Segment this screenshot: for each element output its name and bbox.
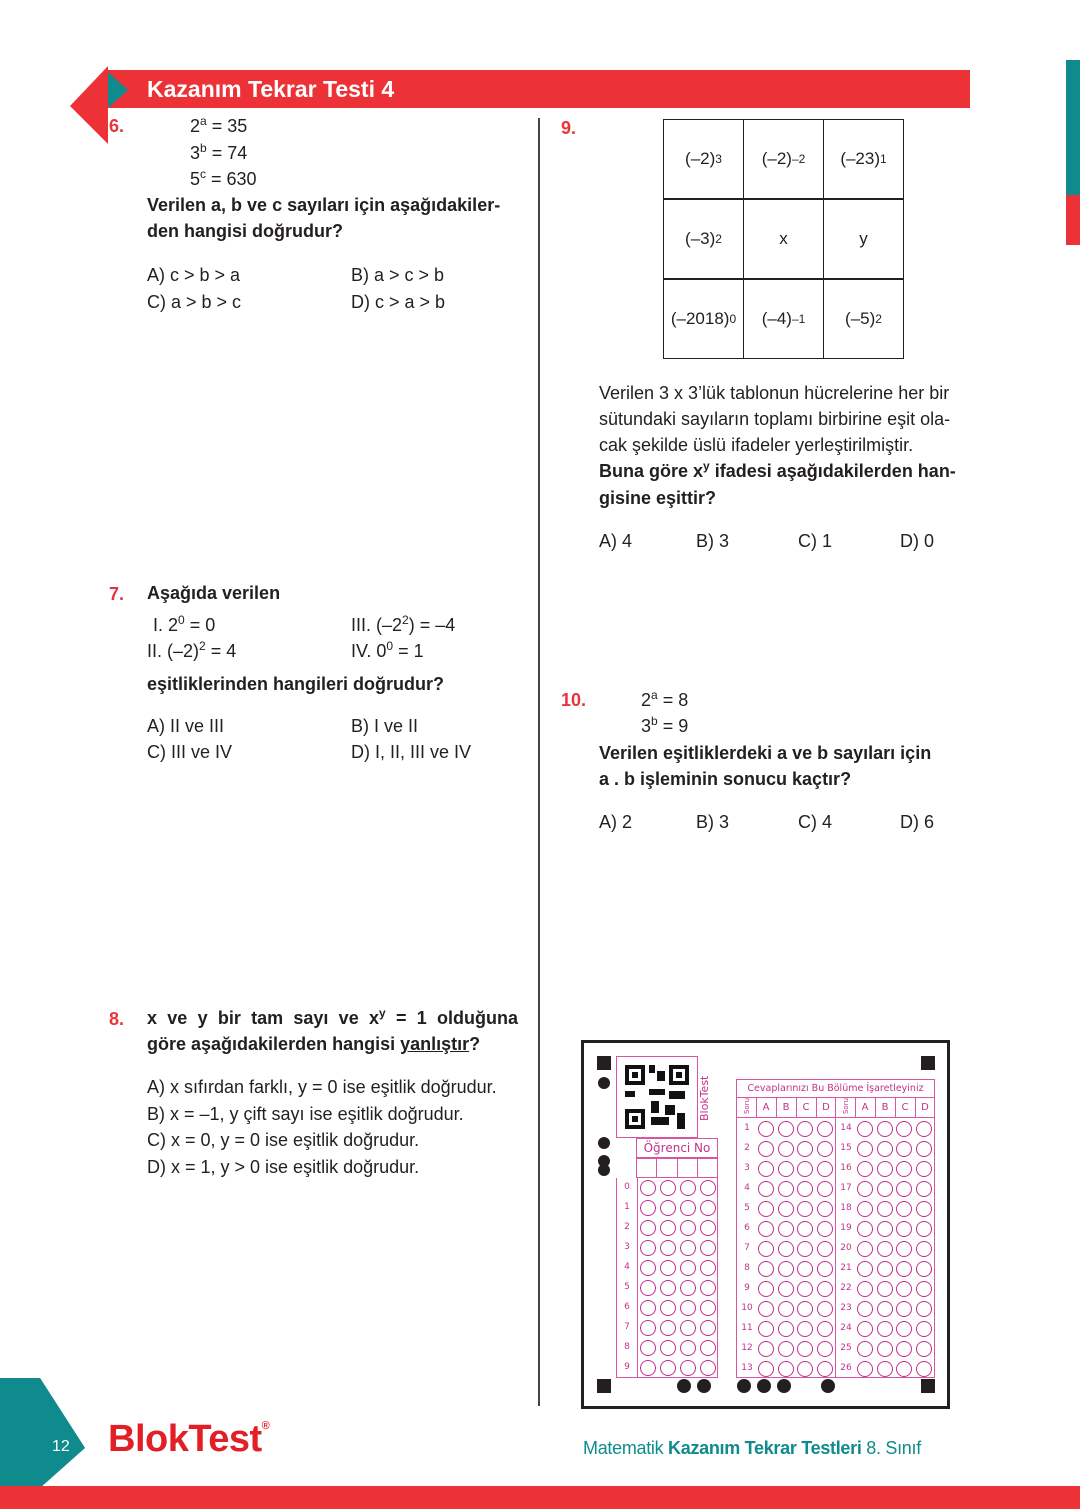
answer-bubble[interactable] <box>857 1221 873 1237</box>
answer-bubble[interactable] <box>896 1341 912 1357</box>
question-stem: a . b işleminin sonucu kaçtır? <box>599 769 852 789</box>
answer-bubble[interactable] <box>916 1321 932 1337</box>
digit-bubble[interactable] <box>700 1180 716 1196</box>
digit-bubble[interactable] <box>700 1200 716 1216</box>
answer-bubble[interactable] <box>896 1241 912 1257</box>
question-stem: Verilen a, b ve c sayıları için aşağıdakiler- <box>147 195 501 215</box>
digit-bubble[interactable] <box>660 1220 676 1236</box>
option-a[interactable]: A) c > b > a <box>147 265 241 285</box>
answer-bubble[interactable] <box>916 1361 932 1377</box>
question-number-label: 14 <box>840 1123 852 1133</box>
question-number-label: 11 <box>741 1323 753 1333</box>
soru-label: Soru <box>842 1097 850 1115</box>
soru-label: Soru <box>743 1097 751 1115</box>
digit-bubble[interactable] <box>660 1280 676 1296</box>
answer-bubble[interactable] <box>877 1141 893 1157</box>
answer-bubble[interactable] <box>896 1181 912 1197</box>
timing-mark <box>598 1137 610 1149</box>
choice-label: A <box>762 1102 770 1113</box>
answer-bubble[interactable] <box>857 1261 873 1277</box>
table-cell: y <box>823 199 904 279</box>
alignment-mark <box>597 1056 611 1070</box>
answer-bubble[interactable] <box>877 1241 893 1257</box>
digit-bubble[interactable] <box>640 1240 656 1256</box>
digit-label: 2 <box>624 1222 630 1232</box>
digit-bubble[interactable] <box>640 1360 656 1376</box>
option-c[interactable]: C) a > b > c <box>147 292 242 312</box>
timing-mark <box>677 1379 691 1393</box>
grid-line <box>796 1098 797 1118</box>
answer-bubble[interactable] <box>896 1121 912 1137</box>
digit-bubble[interactable] <box>640 1280 656 1296</box>
column-divider <box>538 118 540 1406</box>
answer-bubble[interactable] <box>896 1321 912 1337</box>
digit-bubble[interactable] <box>680 1180 696 1196</box>
answer-bubble[interactable] <box>877 1161 893 1177</box>
answer-bubble[interactable] <box>916 1241 932 1257</box>
table-cell: (–4) –1 <box>743 279 824 359</box>
digit-bubble[interactable] <box>700 1280 716 1296</box>
answer-bubble[interactable] <box>877 1281 893 1297</box>
option-b[interactable]: B) 3 <box>696 812 730 832</box>
answer-bubble[interactable] <box>817 1221 833 1237</box>
table-cell: (–2) –2 <box>743 119 824 199</box>
choice-label: A <box>861 1102 869 1113</box>
question-number: 8. <box>109 1009 125 1029</box>
timing-mark <box>598 1164 610 1176</box>
digit-label: 7 <box>624 1322 630 1332</box>
table-cell: x <box>743 199 824 279</box>
statement-3: III. $(-2^2) = -4$ <box>351 613 456 635</box>
statement-4: IV. $0^0 = 1$ <box>351 639 424 661</box>
digit-bubble[interactable] <box>680 1360 696 1376</box>
question-stem: Verilen eşitliklerdeki a ve b sayıları için <box>599 743 932 763</box>
answer-bubble[interactable] <box>758 1361 774 1377</box>
option-b[interactable]: B) 3 <box>696 531 730 551</box>
answer-bubble[interactable] <box>916 1281 932 1297</box>
answer-bubble[interactable] <box>877 1261 893 1277</box>
question-text: sütundaki sayıların toplamı birbirine eşit ola- <box>599 409 951 429</box>
answer-bubble[interactable] <box>797 1301 813 1317</box>
question-number-label: 4 <box>744 1183 750 1193</box>
option-d[interactable]: D) I, II, III ve IV <box>351 742 472 762</box>
answer-bubble[interactable] <box>916 1141 932 1157</box>
answer-bubble[interactable] <box>916 1261 932 1277</box>
digit-label: 9 <box>624 1362 630 1372</box>
answer-bubble[interactable] <box>896 1261 912 1277</box>
answer-bubble[interactable] <box>778 1181 794 1197</box>
answer-bubble[interactable] <box>797 1161 813 1177</box>
digit-label: 5 <box>624 1282 630 1292</box>
question-number-label: 7 <box>744 1243 750 1253</box>
digit-bubble[interactable] <box>660 1240 676 1256</box>
equation: $2^a = 8$ <box>641 688 689 710</box>
answer-bubble[interactable] <box>877 1361 893 1377</box>
answer-bubble[interactable] <box>896 1221 912 1237</box>
digit-bubble[interactable] <box>700 1300 716 1316</box>
table-cell: (–5) 2 <box>823 279 904 359</box>
digit-bubble[interactable] <box>700 1320 716 1336</box>
answer-bubble[interactable] <box>857 1361 873 1377</box>
question-stem: x ve y bir tam sayı ve $x^y = 1$ olduğuna <box>147 1006 518 1028</box>
answer-bubble[interactable] <box>778 1321 794 1337</box>
digit-bubble[interactable] <box>680 1300 696 1316</box>
equation: $3^b = 9$ <box>641 714 689 736</box>
answer-bubble[interactable] <box>896 1281 912 1297</box>
option-d[interactable]: D) c > a > b <box>351 292 446 312</box>
answer-bubble[interactable] <box>857 1121 873 1137</box>
answer-bubble[interactable] <box>916 1121 932 1137</box>
question-number-label: 22 <box>840 1283 852 1293</box>
timing-mark <box>821 1379 835 1393</box>
question-number-label: 9 <box>744 1283 750 1293</box>
answer-bubble[interactable] <box>857 1341 873 1357</box>
option-a[interactable]: A) II ve III <box>147 716 225 736</box>
digit-label: 0 <box>624 1182 630 1192</box>
question-number-label: 19 <box>840 1223 852 1233</box>
digit-bubble[interactable] <box>680 1200 696 1216</box>
answer-bubble[interactable] <box>857 1141 873 1157</box>
answer-bubble[interactable] <box>778 1161 794 1177</box>
answer-bubble[interactable] <box>758 1221 774 1237</box>
grid-line <box>637 1178 638 1378</box>
option-b[interactable]: B) a > c > b <box>351 265 445 285</box>
answer-bubble[interactable] <box>778 1141 794 1157</box>
answer-bubble[interactable] <box>797 1261 813 1277</box>
answer-bubble[interactable] <box>877 1221 893 1237</box>
answer-bubble[interactable] <box>896 1201 912 1217</box>
option-d[interactable]: D) 6 <box>900 812 935 832</box>
answer-bubble[interactable] <box>758 1121 774 1137</box>
option-c[interactable]: C) x = 0, y = 0 ise eşitlik doğrudur. <box>147 1130 420 1150</box>
table-cell: (–3) 2 <box>663 199 744 279</box>
question-stem: göre aşağıdakilerden hangisi yanlıştır? <box>147 1034 481 1054</box>
equation: $3^b = 74$ <box>190 141 248 163</box>
digit-bubble[interactable] <box>680 1220 696 1236</box>
answer-bubble[interactable] <box>758 1241 774 1257</box>
answer-bubble[interactable] <box>896 1141 912 1157</box>
digit-bubble[interactable] <box>640 1200 656 1216</box>
grid-line <box>756 1098 757 1118</box>
answer-bubble[interactable] <box>857 1181 873 1197</box>
answer-bubble[interactable] <box>797 1341 813 1357</box>
page-number: 12 <box>52 1438 70 1455</box>
question-stem: den hangisi doğrudur? <box>147 221 343 241</box>
question-number-label: 16 <box>840 1163 852 1173</box>
table-cell: (–2) 3 <box>663 119 744 199</box>
question-number-label: 5 <box>744 1203 750 1213</box>
question-number-label: 23 <box>840 1303 852 1313</box>
question-text: cak şekilde üslü ifadeler yerleştirilmiştir. <box>599 435 914 455</box>
question-text: Verilen 3 x 3’lük tablonun hücrelerine her bir <box>599 383 950 403</box>
answer-bubble[interactable] <box>817 1321 833 1337</box>
option-d[interactable]: D) x = 1, y > 0 ise eşitlik doğrudur. <box>147 1157 420 1177</box>
digit-label: 6 <box>624 1302 630 1312</box>
answer-bubble[interactable] <box>857 1281 873 1297</box>
question-stem: eşitliklerinden hangileri doğrudur? <box>147 674 445 694</box>
digit-bubble[interactable] <box>660 1260 676 1276</box>
answer-bubble[interactable] <box>817 1361 833 1377</box>
question-number-label: 25 <box>840 1343 852 1353</box>
answer-bubble[interactable] <box>797 1141 813 1157</box>
answer-bubble[interactable] <box>817 1121 833 1137</box>
answer-bubble[interactable] <box>877 1321 893 1337</box>
grid-line <box>776 1098 777 1118</box>
choice-label: B <box>782 1102 790 1113</box>
alignment-mark <box>921 1379 935 1393</box>
option-c[interactable]: C) III ve IV <box>147 742 233 762</box>
option-b[interactable]: B) I ve II <box>351 716 419 736</box>
statement-2: II. $(-2)^2 = 4$ <box>147 639 237 661</box>
digit-bubble[interactable] <box>680 1320 696 1336</box>
digit-bubble[interactable] <box>700 1340 716 1356</box>
answer-bubble[interactable] <box>778 1301 794 1317</box>
timing-mark <box>737 1379 751 1393</box>
answer-bubble[interactable] <box>817 1261 833 1277</box>
bloktest-logo: BlokTest® <box>108 1418 270 1460</box>
answer-grid <box>736 1079 935 1378</box>
answer-bubble[interactable] <box>797 1361 813 1377</box>
side-tab <box>1066 60 1080 245</box>
grid-line <box>875 1098 876 1118</box>
optical-answer-sheet <box>581 1040 950 1409</box>
question-number-label: 21 <box>840 1263 852 1273</box>
answer-bubble[interactable] <box>817 1161 833 1177</box>
digit-label: 3 <box>624 1242 630 1252</box>
answer-bubble[interactable] <box>877 1301 893 1317</box>
answer-bubble[interactable] <box>857 1201 873 1217</box>
option-c[interactable]: C) 4 <box>798 812 833 832</box>
option-a[interactable]: A) 4 <box>599 531 633 551</box>
sheet-brand: BlokTest <box>698 1075 711 1121</box>
answer-bubble[interactable] <box>758 1301 774 1317</box>
answer-bubble[interactable] <box>896 1161 912 1177</box>
question-intro: Aşağıda verilen <box>147 583 281 603</box>
choice-label: C <box>901 1102 909 1113</box>
option-d[interactable]: D) 0 <box>900 531 935 551</box>
answer-bubble[interactable] <box>817 1281 833 1297</box>
answer-bubble[interactable] <box>817 1141 833 1157</box>
answer-bubble[interactable] <box>778 1221 794 1237</box>
digit-label: 4 <box>624 1262 630 1272</box>
question-stem: Buna göre $x^y$ ifadesi aşağıdakilerden han- <box>599 459 956 481</box>
timing-mark <box>598 1077 610 1089</box>
answer-bubble[interactable] <box>778 1241 794 1257</box>
digit-bubble[interactable] <box>660 1320 676 1336</box>
answer-bubble[interactable] <box>758 1281 774 1297</box>
timing-mark <box>697 1379 711 1393</box>
option-b[interactable]: B) x = –1, y çift sayı ise eşitlik doğrudur. <box>147 1104 464 1124</box>
student-no-input[interactable] <box>636 1158 718 1178</box>
digit-bubble[interactable] <box>640 1340 656 1356</box>
digit-bubble[interactable] <box>640 1260 656 1276</box>
grid-line <box>915 1098 916 1118</box>
choice-label: D <box>921 1102 929 1113</box>
qr-box <box>616 1056 698 1138</box>
choice-label: B <box>881 1102 889 1113</box>
answer-bubble[interactable] <box>797 1121 813 1137</box>
timing-mark <box>777 1379 791 1393</box>
digit-bubble[interactable] <box>700 1220 716 1236</box>
answer-bubble[interactable] <box>857 1321 873 1337</box>
qr-code-icon <box>625 1065 689 1129</box>
answer-bubble[interactable] <box>877 1181 893 1197</box>
digit-bubble[interactable] <box>640 1220 656 1236</box>
answer-bubble[interactable] <box>857 1241 873 1257</box>
answer-bubble[interactable] <box>817 1341 833 1357</box>
answer-bubble[interactable] <box>758 1161 774 1177</box>
question-number-label: 1 <box>744 1123 750 1133</box>
question-number: 9. <box>561 118 577 138</box>
answer-grid-title: Cevaplarınızı Bu Bölüme İşaretleyiniz <box>737 1080 934 1098</box>
grid-line <box>895 1098 896 1118</box>
digit-bubble[interactable] <box>660 1300 676 1316</box>
page-title: Kazanım Tekrar Testi 4 <box>147 76 395 102</box>
answer-bubble[interactable] <box>797 1281 813 1297</box>
answer-bubble[interactable] <box>758 1261 774 1277</box>
alignment-mark <box>921 1056 935 1070</box>
digit-bubble[interactable] <box>640 1180 656 1196</box>
page-number-tab <box>0 1378 90 1488</box>
book-title: Matematik Kazanım Tekrar Testleri 8. Sınıf <box>583 1438 921 1458</box>
answer-bubble[interactable] <box>817 1301 833 1317</box>
answer-bubble[interactable] <box>758 1181 774 1197</box>
answer-bubble[interactable] <box>778 1341 794 1357</box>
answer-bubble[interactable] <box>778 1261 794 1277</box>
timing-mark <box>757 1379 771 1393</box>
answer-bubble[interactable] <box>857 1301 873 1317</box>
grid-line <box>835 1098 836 1378</box>
table-cell: (–2018) 0 <box>663 279 744 359</box>
answer-bubble[interactable] <box>778 1361 794 1377</box>
answer-bubble[interactable] <box>797 1201 813 1217</box>
digit-bubble[interactable] <box>680 1240 696 1256</box>
digit-bubble[interactable] <box>640 1300 656 1316</box>
digit-bubble[interactable] <box>660 1340 676 1356</box>
digit-label: 8 <box>624 1342 630 1352</box>
question-stem: gisine eşittir? <box>599 488 717 508</box>
answer-bubble[interactable] <box>877 1341 893 1357</box>
footer-bar <box>0 1486 1080 1509</box>
answer-bubble[interactable] <box>797 1241 813 1257</box>
equation: $2^a = 35$ <box>190 114 248 136</box>
question-number-label: 6 <box>744 1223 750 1233</box>
statement-1: I. $2^0 = 0$ <box>153 613 216 635</box>
question-number: 7. <box>109 584 125 604</box>
question-number-label: 20 <box>840 1243 852 1253</box>
digit-bubble[interactable] <box>680 1280 696 1296</box>
student-no-grid <box>616 1178 718 1378</box>
option-a[interactable]: A) 2 <box>599 812 633 832</box>
question-number-label: 12 <box>741 1343 753 1353</box>
question-number-label: 8 <box>744 1263 750 1273</box>
question-number-label: 15 <box>840 1143 852 1153</box>
answer-bubble[interactable] <box>877 1121 893 1137</box>
answer-bubble[interactable] <box>797 1321 813 1337</box>
question-number-label: 26 <box>840 1363 852 1373</box>
digit-bubble[interactable] <box>640 1320 656 1336</box>
answer-bubble[interactable] <box>797 1181 813 1197</box>
answer-bubble[interactable] <box>778 1281 794 1297</box>
answer-bubble[interactable] <box>916 1341 932 1357</box>
question-number-label: 24 <box>840 1323 852 1333</box>
answer-bubble[interactable] <box>877 1201 893 1217</box>
question-number-label: 3 <box>744 1163 750 1173</box>
answer-bubble[interactable] <box>797 1221 813 1237</box>
answer-bubble[interactable] <box>758 1321 774 1337</box>
digit-bubble[interactable] <box>680 1260 696 1276</box>
answer-bubble[interactable] <box>916 1161 932 1177</box>
question-number-label: 13 <box>741 1363 753 1373</box>
option-a[interactable]: A) x sıfırdan farklı, y = 0 ise eşitlik doğrudur. <box>147 1077 497 1097</box>
answer-bubble[interactable] <box>916 1181 932 1197</box>
choice-label: C <box>802 1102 810 1113</box>
question-number-label: 18 <box>840 1203 852 1213</box>
digit-bubble[interactable] <box>700 1360 716 1376</box>
answer-bubble[interactable] <box>857 1161 873 1177</box>
digit-bubble[interactable] <box>660 1180 676 1196</box>
question-number-label: 17 <box>840 1183 852 1193</box>
answer-bubble[interactable] <box>778 1201 794 1217</box>
answer-bubble[interactable] <box>896 1361 912 1377</box>
answer-bubble[interactable] <box>817 1181 833 1197</box>
choice-label: D <box>822 1102 830 1113</box>
question-number: 6. <box>109 116 125 136</box>
table-cell: (–23) 1 <box>823 119 904 199</box>
answer-bubble[interactable] <box>817 1201 833 1217</box>
answer-bubble[interactable] <box>758 1341 774 1357</box>
answer-bubble[interactable] <box>778 1121 794 1137</box>
digit-bubble[interactable] <box>700 1240 716 1256</box>
answer-bubble[interactable] <box>758 1141 774 1157</box>
digit-bubble[interactable] <box>700 1260 716 1276</box>
digit-label: 1 <box>624 1202 630 1212</box>
answer-bubble[interactable] <box>758 1201 774 1217</box>
digit-bubble[interactable] <box>660 1360 676 1376</box>
question-number-label: 2 <box>744 1143 750 1153</box>
grid-line <box>855 1098 856 1118</box>
digit-bubble[interactable] <box>680 1340 696 1356</box>
answer-bubble[interactable] <box>916 1221 932 1237</box>
grid-line <box>816 1098 817 1118</box>
equation: $5^c = 630$ <box>190 167 257 189</box>
answer-bubble[interactable] <box>916 1301 932 1317</box>
option-c[interactable]: C) 1 <box>798 531 833 551</box>
question-number-label: 10 <box>741 1303 753 1313</box>
answer-bubble[interactable] <box>817 1241 833 1257</box>
answer-bubble[interactable] <box>896 1301 912 1317</box>
exponent-table <box>663 119 906 361</box>
student-no-label: Öğrenci No <box>636 1138 718 1158</box>
digit-bubble[interactable] <box>660 1200 676 1216</box>
answer-bubble[interactable] <box>916 1201 932 1217</box>
question-number: 10. <box>561 690 587 710</box>
alignment-mark <box>597 1379 611 1393</box>
